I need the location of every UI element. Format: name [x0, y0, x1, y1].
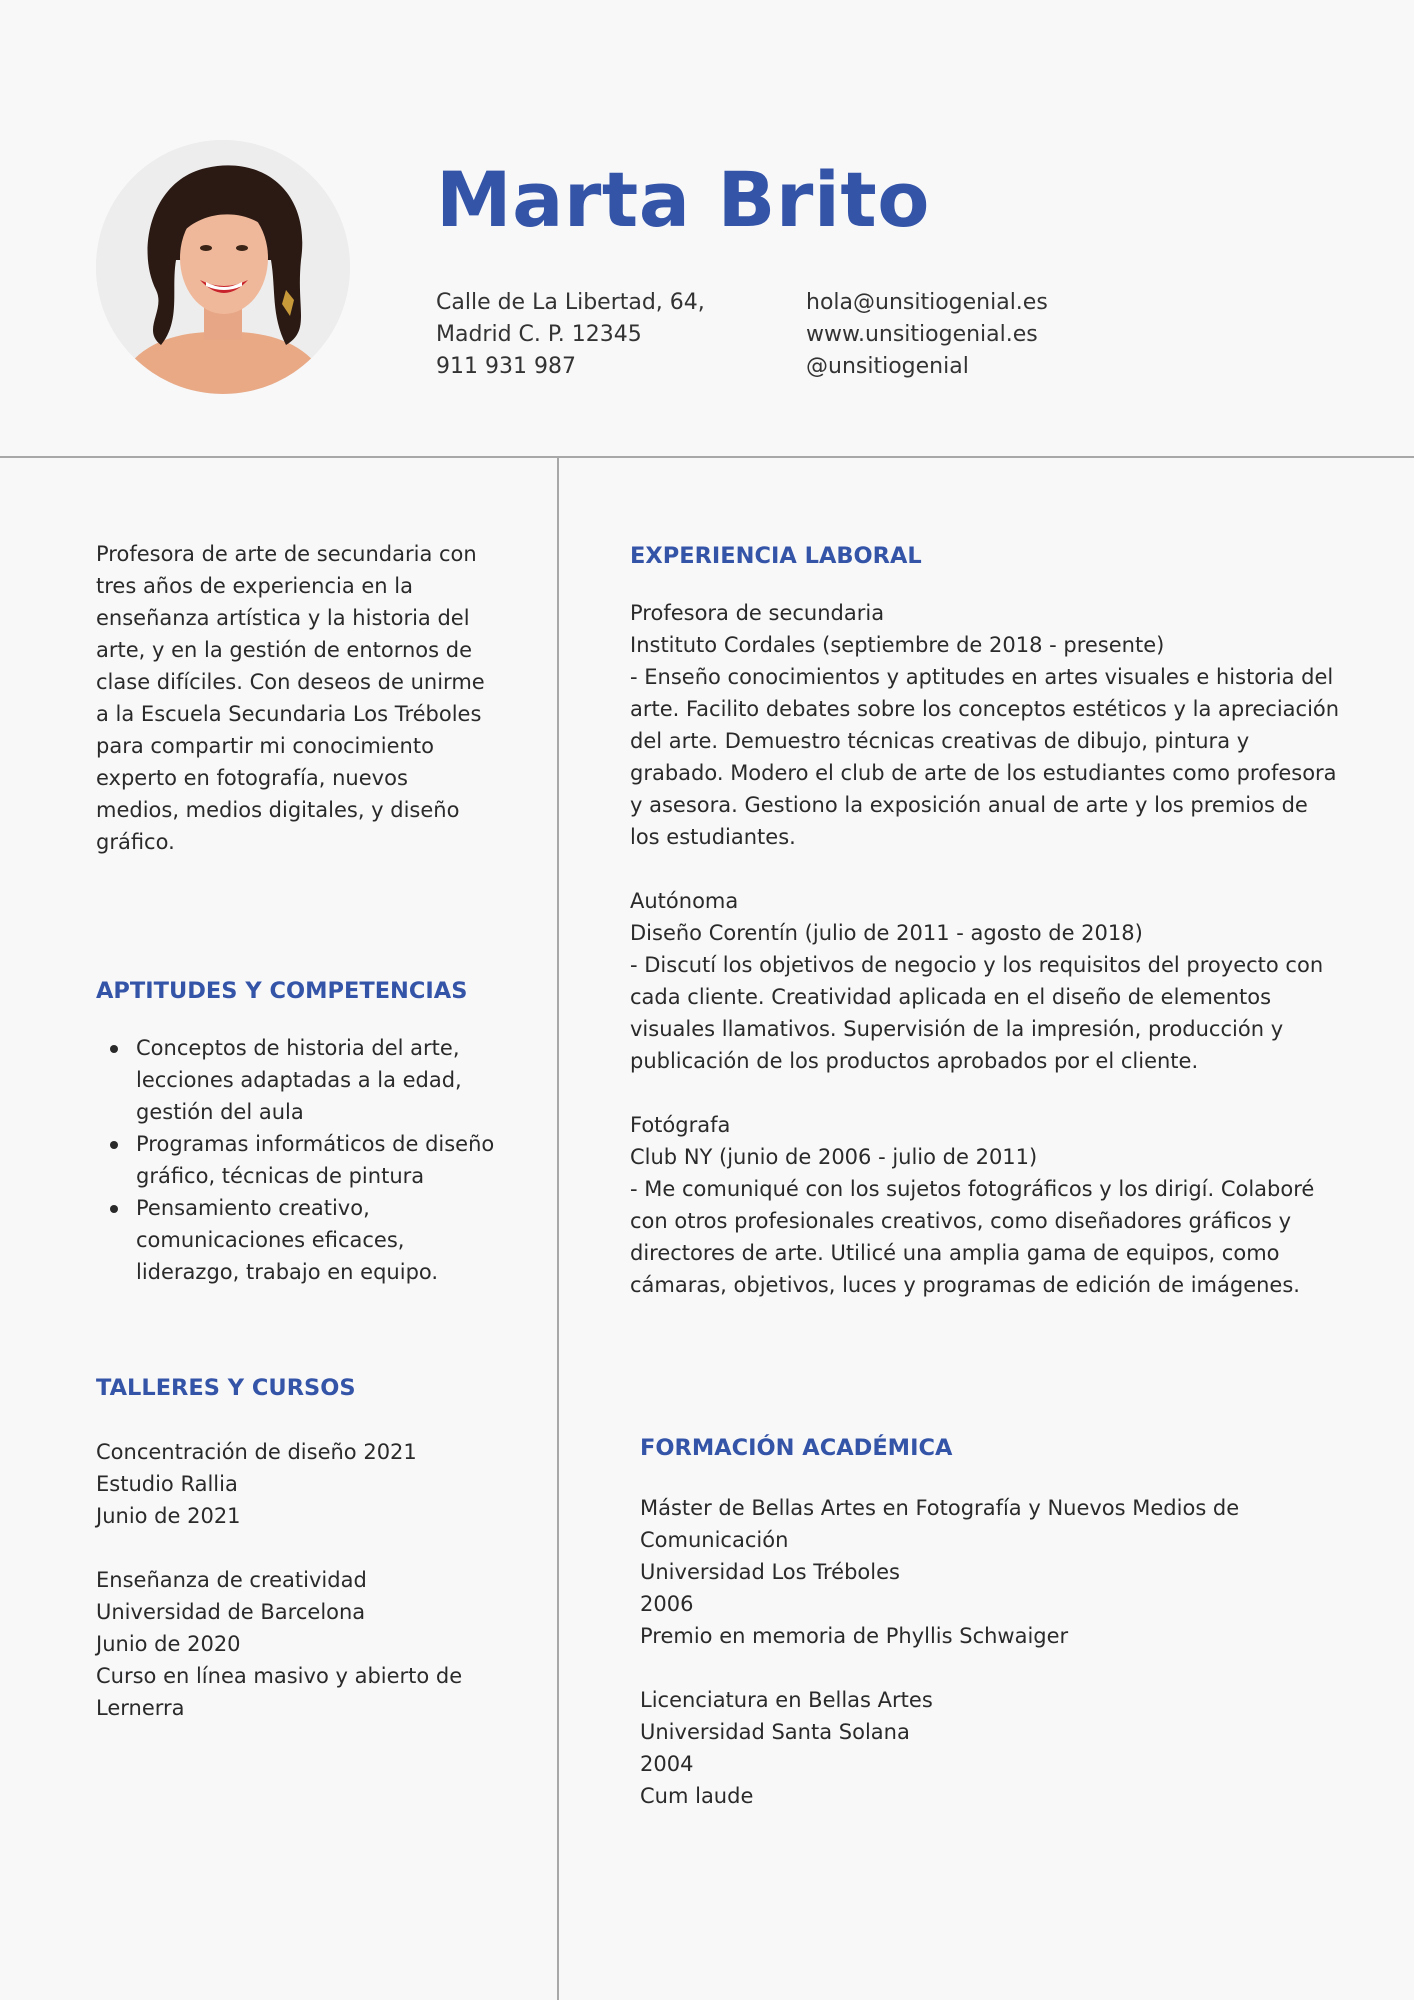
- address-line-1: Calle de La Libertad, 64,: [436, 290, 705, 315]
- skills-section: [96, 1032, 496, 1288]
- contact-address: [436, 287, 705, 383]
- experience-section: [630, 597, 1340, 1301]
- job-entry: [630, 1109, 1340, 1301]
- skill-item: Conceptos de historia del arte, lecciones adaptadas a la edad, gestión del aula: [136, 1032, 496, 1128]
- education-entry: [640, 1684, 1340, 1812]
- job-description: - Enseño conocimientos y aptitudes en artes visuales e historia del arte. Facilito debates sobre los conceptos estéticos y la apreciación del arte. Demuestro técnicas creativas de dibujo, pintura y grabado. Modero el club de arte de los estudiantes como profesora y asesora. Gestiono la exposición anual de arte y los premios de los estudiantes.: [630, 665, 1340, 849]
- school-name: Universidad Santa Solana: [640, 1720, 910, 1744]
- job-company: Club NY (junio de 2006 - julio de 2011): [630, 1145, 1038, 1169]
- course-provider: Estudio Rallia: [96, 1472, 238, 1496]
- phone-number: 911 931 987: [436, 354, 576, 379]
- education-entry: [640, 1492, 1340, 1652]
- course-entry: [96, 1564, 496, 1724]
- course-name: Concentración de diseño 2021: [96, 1440, 417, 1464]
- job-title: Fotógrafa: [630, 1113, 731, 1137]
- courses-section: [96, 1436, 496, 1724]
- profile-summary: [96, 538, 486, 858]
- portrait-illustration: [96, 140, 350, 394]
- skill-item: Pensamiento creativo, comunicaciones eficaces, liderazgo, trabajo en equipo.: [136, 1192, 496, 1288]
- course-name: Enseñanza de creatividad: [96, 1568, 367, 1592]
- course-note: Curso en línea masivo y abierto de Lernerra: [96, 1664, 463, 1720]
- skill-item: Programas informáticos de diseño gráfico, técnicas de pintura: [136, 1128, 496, 1192]
- social-handle[interactable]: @unsitiogenial: [806, 354, 969, 379]
- course-date: Junio de 2020: [96, 1632, 241, 1656]
- job-description: - Discutí los objetivos de negocio y los requisitos del proyecto con cada cliente. Creatividad aplicada en el diseño de elementos visuales llamativos. Supervisión de la impresión, producción y publicación de los productos aprobados por el cliente.: [630, 953, 1324, 1073]
- column-divider: [557, 458, 559, 2000]
- degree-name: Licenciatura en Bellas Artes: [640, 1688, 933, 1712]
- address-line-2: Madrid C. P. 12345: [436, 322, 642, 347]
- graduation-year: 2006: [640, 1592, 694, 1616]
- education-heading: FORMACIÓN ACADÉMICA: [640, 1435, 953, 1461]
- job-company: Diseño Corentín (julio de 2011 - agosto de 2018): [630, 921, 1143, 945]
- job-entry: [630, 885, 1340, 1077]
- candidate-name: Marta Brito: [436, 155, 930, 244]
- website-link[interactable]: www.unsitiogenial.es: [806, 322, 1038, 347]
- skills-heading: APTITUDES Y COMPETENCIAS: [96, 978, 468, 1004]
- education-note: Cum laude: [640, 1784, 754, 1808]
- education-note: Premio en memoria de Phyllis Schwaiger: [640, 1624, 1069, 1648]
- contact-online: [806, 287, 1048, 383]
- job-description: - Me comuniqué con los sujetos fotográficos y los dirigí. Colaboré con otros profesionales creativos, como diseñadores gráficos y directores de arte. Utilicé una amplia gama de equipos, como cámaras, objetivos, luces y programas de edición de imágenes.: [630, 1177, 1315, 1297]
- profile-photo: [96, 140, 350, 394]
- job-company: Instituto Cordales (septiembre de 2018 - presente): [630, 633, 1165, 657]
- job-title: Profesora de secundaria: [630, 601, 885, 625]
- graduation-year: 2004: [640, 1752, 694, 1776]
- course-date: Junio de 2021: [96, 1504, 241, 1528]
- job-entry: [630, 597, 1340, 853]
- email-link[interactable]: hola@unsitiogenial.es: [806, 290, 1048, 315]
- school-name: Universidad Los Tréboles: [640, 1560, 900, 1584]
- summary-text: Profesora de arte de secundaria con tres años de experiencia en la enseñanza artística y la historia del arte, y en la gestión de entornos de clase difíciles. Con deseos de unirme a la Escuela Secundaria Los Tréboles para compartir mi conocimiento experto en fotografía, nuevos medios, medios digitales, y diseño gráfico.: [96, 542, 485, 854]
- education-section: [640, 1492, 1340, 1812]
- experience-heading: EXPERIENCIA LABORAL: [630, 543, 922, 569]
- course-provider: Universidad de Barcelona: [96, 1600, 366, 1624]
- job-title: Autónoma: [630, 889, 739, 913]
- course-entry: [96, 1436, 496, 1532]
- header-divider: [0, 456, 1414, 458]
- skills-list: [96, 1032, 496, 1288]
- courses-heading: TALLERES Y CURSOS: [96, 1375, 356, 1401]
- degree-name: Máster de Bellas Artes en Fotografía y Nuevos Medios de Comunicación: [640, 1496, 1240, 1552]
